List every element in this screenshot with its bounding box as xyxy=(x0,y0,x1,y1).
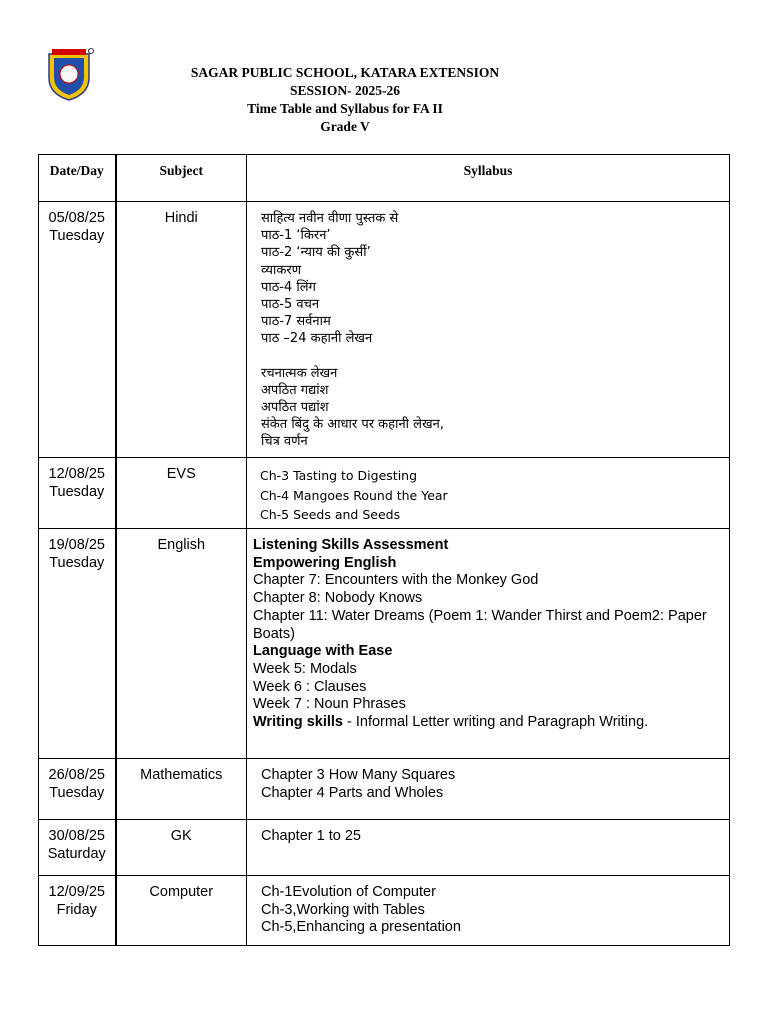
syllabus-line: चित्र वर्णन xyxy=(261,434,308,450)
syllabus-line: Ch-4 Mangoes Round the Year xyxy=(260,487,448,503)
subject-cell: EVS xyxy=(116,458,247,529)
syllabus-line: Week 5: Modals xyxy=(253,660,357,677)
section-heading: Empowering English xyxy=(253,554,397,571)
document-header xyxy=(150,64,540,136)
date-cell xyxy=(39,876,116,946)
syllabus-line: Ch-3,Working with Tables xyxy=(261,901,425,918)
writing-skills-label: Writing skills xyxy=(253,714,343,731)
date: 30/08/25 xyxy=(48,828,105,844)
column-header-date: Date/Day xyxy=(39,155,116,202)
syllabus-line: Ch-3 Tasting to Digesting xyxy=(260,468,418,483)
subject-cell: GK xyxy=(116,820,247,876)
syllabus-line: Ch-5 Seeds and Seeds xyxy=(260,507,401,522)
date: 12/09/25 xyxy=(48,884,105,900)
day: Tuesday xyxy=(49,554,105,571)
session-label: SESSION- 2025-26 xyxy=(290,83,400,98)
date: 05/08/25 xyxy=(48,210,105,226)
date-cell xyxy=(39,202,116,458)
syllabus-line: साहित्य नवीन वीणा पुस्तक से xyxy=(261,211,399,226)
syllabus-line xyxy=(253,714,723,732)
date-cell xyxy=(39,759,116,820)
table-row xyxy=(39,458,730,529)
date: 26/08/25 xyxy=(48,767,105,783)
date-cell xyxy=(39,820,116,876)
grade-label: Grade V xyxy=(320,119,370,134)
subject-cell: Mathematics xyxy=(116,759,247,820)
school-name: SAGAR PUBLIC SCHOOL, KATARA EXTENSION xyxy=(190,65,500,80)
table-row xyxy=(39,820,730,876)
timetable xyxy=(38,154,730,946)
syllabus-line: पाठ-4 लिंग xyxy=(261,279,316,295)
syllabus-cell xyxy=(247,529,730,759)
table-header-row xyxy=(39,155,730,202)
syllabus-line: पाठ-2 ‘न्याय की कुर्सी’ xyxy=(261,245,371,261)
day: Tuesday xyxy=(49,784,105,801)
syllabus-line: पाठ –24 कहानी लेखन xyxy=(261,331,373,347)
syllabus-line: संकेत बिंदु के आधार पर कहानी लेखन, xyxy=(261,417,444,433)
date-cell xyxy=(39,458,116,529)
date: 12/08/25 xyxy=(48,466,105,482)
syllabus-line: Ch-1Evolution of Computer xyxy=(261,884,436,900)
syllabus-cell xyxy=(247,876,730,946)
document-title: Time Table and Syllabus for FA II xyxy=(247,101,443,116)
subject-cell: Computer xyxy=(116,876,247,946)
syllabus-line: अपठित गद्यांश xyxy=(261,382,329,398)
syllabus-line: पाठ-1 ‘किरन’ xyxy=(261,228,331,244)
syllabus-line: पाठ-7 सर्वनाम xyxy=(261,314,331,330)
syllabus-line: Chapter 11: Water Dreams (Poem 1: Wander Thirst and Poem2: Paper Boats) xyxy=(253,607,707,642)
syllabus-line: रचनात्मक लेखन xyxy=(261,365,338,381)
syllabus-line: Ch-5,Enhancing a presentation xyxy=(261,919,461,936)
date-cell xyxy=(39,529,116,759)
syllabus-line: पाठ-5 वचन xyxy=(261,297,320,313)
syllabus-line: Chapter 3 How Many Squares xyxy=(261,767,456,783)
date: 19/08/25 xyxy=(48,537,105,553)
section-heading: Language with Ease xyxy=(253,643,393,660)
day: Friday xyxy=(56,901,97,918)
syllabus-cell xyxy=(247,820,730,876)
day: Tuesday xyxy=(49,227,105,244)
syllabus-line: Week 6 : Clauses xyxy=(253,678,367,695)
writing-skills-text: - Informal Letter writing and Paragraph Writing. xyxy=(342,714,649,731)
syllabus-line: Chapter 1 to 25 xyxy=(261,828,361,844)
column-header-syllabus: Syllabus xyxy=(247,155,730,202)
table-row xyxy=(39,529,730,759)
subject-cell: English xyxy=(116,529,247,759)
syllabus-line: व्याकरण xyxy=(261,262,302,278)
syllabus-line: Chapter 4 Parts and Wholes xyxy=(261,784,444,801)
subject-cell: Hindi xyxy=(116,202,247,458)
column-header-subject: Subject xyxy=(116,155,247,202)
syllabus-cell xyxy=(247,458,730,529)
syllabus-cell xyxy=(247,202,730,458)
syllabus-cell xyxy=(247,759,730,820)
day: Tuesday xyxy=(49,483,105,500)
table-row xyxy=(39,202,730,458)
syllabus-line: Chapter 7: Encounters with the Monkey God xyxy=(253,572,539,589)
syllabus-line: Chapter 8: Nobody Knows xyxy=(253,590,423,607)
section-heading: Listening Skills Assessment xyxy=(253,537,449,553)
table-row xyxy=(39,876,730,946)
table-row xyxy=(39,759,730,820)
syllabus-line: अपठित पद्यांश xyxy=(261,400,329,416)
syllabus-line: Week 7 : Noun Phrases xyxy=(253,696,406,713)
day: Saturday xyxy=(47,845,106,862)
school-logo xyxy=(44,46,94,102)
